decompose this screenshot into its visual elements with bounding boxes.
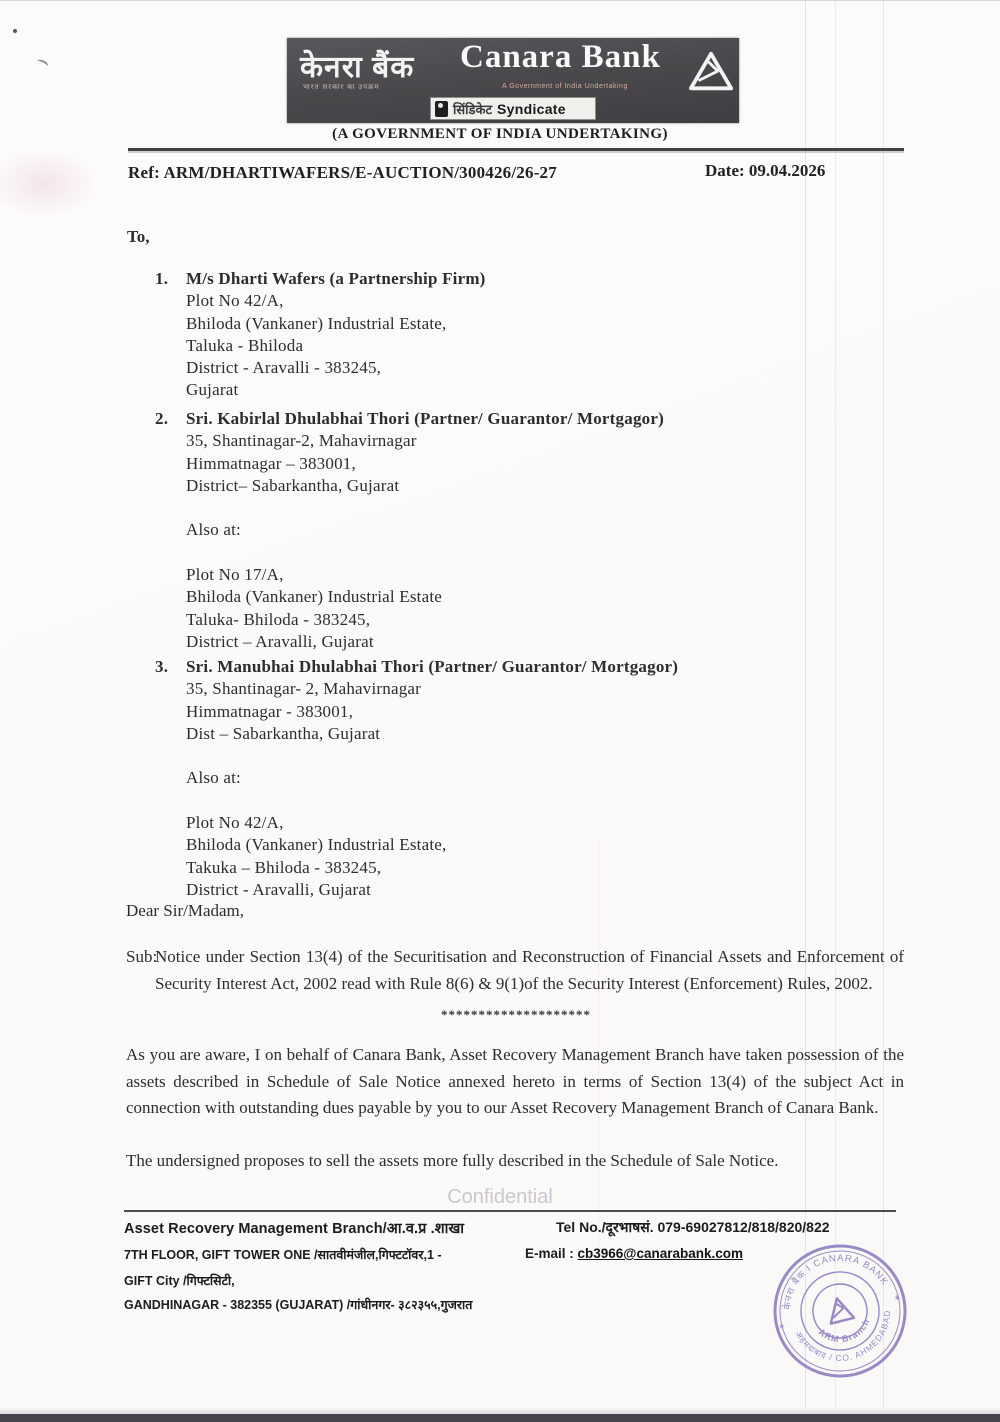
address-line: Plot No 17/A, bbox=[186, 565, 284, 585]
body-paragraph-1: As you are aware, I on behalf of Canara Bank, Asset Recovery Management Branch have taken possession of the assets described in Schedule of Sale Notice annexed hereto in terms of Section 13(4) of the subject Act in connection with outstanding dues payable by you to our Asset Recovery Management Branch of Canara Bank. bbox=[126, 1045, 904, 1118]
address-line: District – Aravalli, Gujarat bbox=[186, 631, 374, 651]
recipient-name: Sri. Kabirlal Dhulabhai Thori (Partner/ Guarantor/ Mortgagor) bbox=[186, 409, 664, 428]
address-line: 35, Shantinagar-2, Mahavirnagar bbox=[186, 431, 417, 451]
address-line: Takuka – Bhiloda - 383245, bbox=[186, 857, 382, 877]
bank-logo-banner bbox=[287, 38, 739, 123]
recipient-address bbox=[186, 290, 486, 401]
syndicate-label-english: Syndicate bbox=[497, 100, 566, 117]
address-line: District - Aravalli - 383245, bbox=[186, 358, 382, 378]
address-line: Himmatnagar – 383001, bbox=[186, 453, 356, 473]
subject-block bbox=[126, 944, 904, 997]
recipient-address bbox=[186, 678, 678, 745]
recipient-alt-address bbox=[186, 564, 664, 653]
salutation: Dear Sir/Madam, bbox=[126, 901, 245, 920]
address-line: Plot No 42/A, bbox=[186, 813, 284, 833]
arm-branch-round-stamp bbox=[755, 1226, 925, 1396]
recipient-name: Sri. Manubhai Dhulabhai Thori (Partner/ Guarantor/ Mortgagor) bbox=[186, 657, 679, 676]
syndicate-badge bbox=[430, 97, 596, 120]
subject-text: Notice under Section 13(4) of the Securitisation and Reconstruction of Financial Assets and Enforcement of Security Interest Act, 2002 read with Rule 8(6) & 9(1)of the Security Interest (Enforcement) Rules, 2002. bbox=[155, 947, 904, 993]
recipient-number: 1. bbox=[155, 269, 169, 288]
stamp-triangle-logo bbox=[825, 1295, 854, 1323]
email-label: E-mail : bbox=[525, 1246, 578, 1261]
header-divider bbox=[128, 148, 904, 151]
page-bottom-edge bbox=[0, 1414, 1000, 1422]
recipient-2 bbox=[155, 408, 664, 653]
stamp-ring-bottom-text: अहमदाबाद / CO. AHMEDABAD bbox=[793, 1309, 893, 1364]
confidential-watermark: Confidential bbox=[447, 1186, 553, 1208]
to-label: To, bbox=[127, 227, 150, 246]
address-line: Taluka - Bhiloda bbox=[186, 335, 304, 355]
footer-address-line-2: GIFT City /गिफ्टसिटी, bbox=[124, 1274, 235, 1288]
footer-divider bbox=[124, 1210, 896, 1212]
address-line: Gujarat bbox=[186, 380, 239, 400]
stamp-inner-text: ARM Branch bbox=[816, 1316, 872, 1345]
address-line: District - Aravalli, Gujarat bbox=[186, 879, 371, 899]
stamp-star-right: ✶ bbox=[892, 1291, 903, 1304]
canara-bank-triangle-icon bbox=[688, 49, 734, 95]
bank-name-hindi: केनरा बैंक bbox=[300, 51, 415, 84]
footer-address-line-3: GANDHINAGAR - 382355 (GUJARAT) /गांधीनगर- ३८२३५५,गुजरात bbox=[124, 1298, 473, 1312]
scan-mark bbox=[35, 57, 49, 70]
address-line: Dist – Sabarkantha, Gujarat bbox=[186, 723, 381, 743]
recipient-address bbox=[186, 430, 664, 497]
letter-date: Date: 09.04.2026 bbox=[705, 161, 826, 180]
address-line: Bhiloda (Vankaner) Industrial Estate, bbox=[186, 313, 447, 333]
footer-email-row bbox=[525, 1246, 743, 1261]
address-line: District– Sabarkantha, Gujarat bbox=[186, 475, 400, 495]
subject-label: Sub: bbox=[126, 947, 158, 966]
syndicate-label-hindi: सिंडिकेट bbox=[453, 101, 493, 117]
email-link[interactable]: cb3966@canarabank.com bbox=[577, 1246, 744, 1261]
address-line: Plot No 42/A, bbox=[186, 291, 284, 311]
bank-name-english: Canara Bank bbox=[460, 39, 661, 75]
recipient-1 bbox=[155, 268, 486, 402]
bank-tagline-english: A Government of India Undertaking bbox=[502, 83, 628, 90]
asterisk-separator: ******************** bbox=[441, 1007, 591, 1022]
reference-number: Ref: ARM/DHARTIWAFERS/E-AUCTION/300426/26-27 bbox=[128, 163, 557, 182]
recipient-number: 3. bbox=[155, 657, 169, 676]
recipient-3 bbox=[155, 656, 678, 901]
address-line: 35, Shantinagar- 2, Mahavirnagar bbox=[186, 679, 422, 699]
page-top-edge bbox=[0, 0, 1000, 1]
footer-address-line-1: 7TH FLOOR, GIFT TOWER ONE /सातवीमंजील,गिफ्टटॉवर,1 - bbox=[124, 1248, 442, 1262]
bank-tagline-hindi: भारत सरकार का उपक्रम bbox=[303, 84, 380, 91]
footer-branch-name: Asset Recovery Management Branch/आ.व.प्र .शाखा bbox=[124, 1221, 465, 1237]
address-line: Taluka- Bhiloda - 383245, bbox=[186, 609, 371, 629]
body-paragraph-2: The undersigned proposes to sell the assets more fully described in the Schedule of Sale Notice. bbox=[126, 1151, 779, 1170]
footer-telephone: Tel No./दूरभाषसं. 079-69027812/818/820/822 bbox=[556, 1219, 830, 1235]
address-line: Bhiloda (Vankaner) Industrial Estate bbox=[186, 587, 442, 607]
also-at-label: Also at: bbox=[186, 520, 241, 540]
recipient-number: 2. bbox=[155, 409, 169, 428]
stamp-ring-top-text: केनरा बैंक I CANARA BANK bbox=[781, 1252, 891, 1311]
recipient-name: M/s Dharti Wafers (a Partnership Firm) bbox=[186, 269, 486, 288]
scan-smudge bbox=[0, 148, 98, 218]
government-undertaking-line: (A GOVERNMENT OF INDIA UNDERTAKING) bbox=[332, 126, 668, 142]
scan-speck bbox=[13, 29, 17, 33]
also-at-label: Also at: bbox=[186, 768, 241, 788]
address-line: Bhiloda (Vankaner) Industrial Estate, bbox=[186, 835, 447, 855]
address-line: Himmatnagar - 383001, bbox=[186, 701, 354, 721]
stamp-star-left: ✶ bbox=[776, 1320, 787, 1333]
recipient-alt-address bbox=[186, 812, 678, 901]
syndicate-icon bbox=[435, 101, 448, 117]
